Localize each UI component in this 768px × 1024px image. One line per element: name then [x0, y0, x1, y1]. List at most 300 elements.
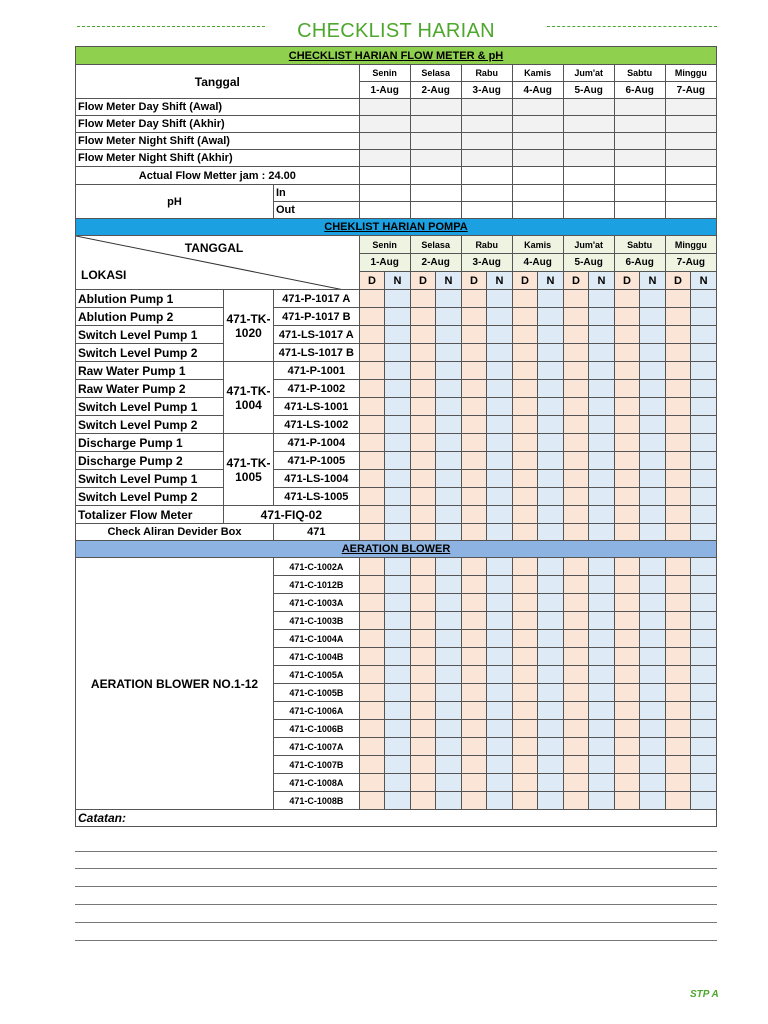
ph-in-cell[interactable] [614, 185, 665, 202]
day-check-cell[interactable] [359, 380, 385, 398]
night-check-cell[interactable] [487, 308, 513, 326]
night-check-cell[interactable] [436, 630, 462, 648]
night-check-cell[interactable] [385, 398, 411, 416]
night-check-cell[interactable] [436, 558, 462, 576]
night-check-cell[interactable] [436, 702, 462, 720]
day-check-cell[interactable] [461, 506, 487, 524]
day-check-cell[interactable] [614, 380, 640, 398]
night-check-cell[interactable] [487, 344, 513, 362]
day-check-cell[interactable] [614, 308, 640, 326]
night-check-cell[interactable] [487, 666, 513, 684]
day-check-cell[interactable] [614, 558, 640, 576]
day-check-cell[interactable] [665, 434, 691, 452]
night-check-cell[interactable] [640, 558, 666, 576]
night-check-cell[interactable] [538, 470, 564, 488]
night-check-cell[interactable] [436, 434, 462, 452]
day-check-cell[interactable] [512, 612, 538, 630]
night-check-cell[interactable] [487, 558, 513, 576]
night-check-cell[interactable] [487, 576, 513, 594]
day-check-cell[interactable] [359, 576, 385, 594]
day-check-cell[interactable] [665, 362, 691, 380]
day-check-cell[interactable] [461, 290, 487, 308]
night-check-cell[interactable] [487, 398, 513, 416]
night-check-cell[interactable] [385, 344, 411, 362]
day-check-cell[interactable] [563, 774, 589, 792]
night-check-cell[interactable] [589, 524, 615, 541]
day-check-cell[interactable] [410, 326, 436, 344]
flow-input-cell[interactable] [665, 133, 716, 150]
night-check-cell[interactable] [487, 612, 513, 630]
day-check-cell[interactable] [461, 684, 487, 702]
day-check-cell[interactable] [410, 756, 436, 774]
night-check-cell[interactable] [436, 756, 462, 774]
flow-input-cell[interactable] [614, 116, 665, 133]
day-check-cell[interactable] [614, 702, 640, 720]
day-check-cell[interactable] [512, 576, 538, 594]
flow-input-cell[interactable] [512, 133, 563, 150]
night-check-cell[interactable] [589, 630, 615, 648]
day-check-cell[interactable] [665, 648, 691, 666]
day-check-cell[interactable] [512, 648, 538, 666]
night-check-cell[interactable] [691, 630, 717, 648]
night-check-cell[interactable] [640, 756, 666, 774]
night-check-cell[interactable] [589, 380, 615, 398]
flow-input-cell[interactable] [614, 150, 665, 167]
night-check-cell[interactable] [538, 290, 564, 308]
night-check-cell[interactable] [385, 524, 411, 541]
night-check-cell[interactable] [487, 594, 513, 612]
night-check-cell[interactable] [385, 434, 411, 452]
night-check-cell[interactable] [589, 362, 615, 380]
night-check-cell[interactable] [538, 684, 564, 702]
night-check-cell[interactable] [640, 612, 666, 630]
night-check-cell[interactable] [538, 488, 564, 506]
night-check-cell[interactable] [385, 774, 411, 792]
ph-in-cell[interactable] [461, 185, 512, 202]
actual-input-cell[interactable] [614, 167, 665, 185]
night-check-cell[interactable] [691, 290, 717, 308]
night-check-cell[interactable] [691, 666, 717, 684]
day-check-cell[interactable] [512, 398, 538, 416]
day-check-cell[interactable] [563, 612, 589, 630]
night-check-cell[interactable] [589, 290, 615, 308]
note-line[interactable] [75, 904, 717, 905]
day-check-cell[interactable] [665, 344, 691, 362]
day-check-cell[interactable] [563, 308, 589, 326]
day-check-cell[interactable] [359, 506, 385, 524]
night-check-cell[interactable] [487, 720, 513, 738]
night-check-cell[interactable] [385, 648, 411, 666]
night-check-cell[interactable] [691, 308, 717, 326]
night-check-cell[interactable] [691, 594, 717, 612]
day-check-cell[interactable] [461, 308, 487, 326]
day-check-cell[interactable] [461, 666, 487, 684]
night-check-cell[interactable] [691, 524, 717, 541]
day-check-cell[interactable] [461, 738, 487, 756]
day-check-cell[interactable] [665, 290, 691, 308]
day-check-cell[interactable] [563, 666, 589, 684]
day-check-cell[interactable] [410, 290, 436, 308]
night-check-cell[interactable] [640, 470, 666, 488]
night-check-cell[interactable] [487, 756, 513, 774]
flow-input-cell[interactable] [410, 99, 461, 116]
flow-input-cell[interactable] [563, 133, 614, 150]
night-check-cell[interactable] [436, 506, 462, 524]
flow-input-cell[interactable] [410, 150, 461, 167]
day-check-cell[interactable] [563, 630, 589, 648]
ph-out-cell[interactable] [665, 202, 716, 219]
ph-out-cell[interactable] [512, 202, 563, 219]
day-check-cell[interactable] [614, 576, 640, 594]
day-check-cell[interactable] [359, 774, 385, 792]
day-check-cell[interactable] [563, 684, 589, 702]
day-check-cell[interactable] [461, 326, 487, 344]
day-check-cell[interactable] [359, 594, 385, 612]
day-check-cell[interactable] [563, 648, 589, 666]
day-check-cell[interactable] [461, 434, 487, 452]
night-check-cell[interactable] [538, 792, 564, 810]
actual-input-cell[interactable] [461, 167, 512, 185]
night-check-cell[interactable] [538, 416, 564, 434]
day-check-cell[interactable] [461, 720, 487, 738]
day-check-cell[interactable] [512, 738, 538, 756]
night-check-cell[interactable] [538, 308, 564, 326]
day-check-cell[interactable] [410, 344, 436, 362]
day-check-cell[interactable] [563, 344, 589, 362]
night-check-cell[interactable] [691, 470, 717, 488]
night-check-cell[interactable] [385, 308, 411, 326]
night-check-cell[interactable] [538, 558, 564, 576]
day-check-cell[interactable] [614, 524, 640, 541]
day-check-cell[interactable] [512, 452, 538, 470]
day-check-cell[interactable] [614, 648, 640, 666]
note-line[interactable] [75, 851, 717, 852]
day-check-cell[interactable] [665, 756, 691, 774]
night-check-cell[interactable] [436, 524, 462, 541]
night-check-cell[interactable] [640, 792, 666, 810]
night-check-cell[interactable] [640, 506, 666, 524]
flow-input-cell[interactable] [665, 99, 716, 116]
night-check-cell[interactable] [538, 576, 564, 594]
day-check-cell[interactable] [563, 594, 589, 612]
night-check-cell[interactable] [640, 326, 666, 344]
ph-in-cell[interactable] [512, 185, 563, 202]
night-check-cell[interactable] [436, 488, 462, 506]
night-check-cell[interactable] [691, 416, 717, 434]
night-check-cell[interactable] [385, 792, 411, 810]
night-check-cell[interactable] [436, 720, 462, 738]
night-check-cell[interactable] [589, 416, 615, 434]
day-check-cell[interactable] [512, 470, 538, 488]
day-check-cell[interactable] [512, 702, 538, 720]
day-check-cell[interactable] [665, 326, 691, 344]
night-check-cell[interactable] [640, 416, 666, 434]
day-check-cell[interactable] [512, 488, 538, 506]
flow-input-cell[interactable] [410, 116, 461, 133]
day-check-cell[interactable] [359, 738, 385, 756]
night-check-cell[interactable] [436, 612, 462, 630]
night-check-cell[interactable] [640, 362, 666, 380]
day-check-cell[interactable] [461, 774, 487, 792]
night-check-cell[interactable] [640, 648, 666, 666]
day-check-cell[interactable] [614, 344, 640, 362]
flow-input-cell[interactable] [563, 116, 614, 133]
night-check-cell[interactable] [487, 326, 513, 344]
night-check-cell[interactable] [589, 558, 615, 576]
night-check-cell[interactable] [589, 792, 615, 810]
ph-out-cell[interactable] [614, 202, 665, 219]
day-check-cell[interactable] [563, 326, 589, 344]
day-check-cell[interactable] [410, 524, 436, 541]
day-check-cell[interactable] [563, 470, 589, 488]
day-check-cell[interactable] [665, 774, 691, 792]
night-check-cell[interactable] [385, 666, 411, 684]
day-check-cell[interactable] [512, 720, 538, 738]
night-check-cell[interactable] [538, 398, 564, 416]
night-check-cell[interactable] [538, 738, 564, 756]
night-check-cell[interactable] [640, 666, 666, 684]
night-check-cell[interactable] [691, 756, 717, 774]
day-check-cell[interactable] [614, 756, 640, 774]
night-check-cell[interactable] [385, 380, 411, 398]
day-check-cell[interactable] [359, 524, 385, 541]
night-check-cell[interactable] [538, 524, 564, 541]
night-check-cell[interactable] [385, 416, 411, 434]
day-check-cell[interactable] [359, 756, 385, 774]
night-check-cell[interactable] [640, 576, 666, 594]
night-check-cell[interactable] [385, 684, 411, 702]
day-check-cell[interactable] [563, 738, 589, 756]
day-check-cell[interactable] [665, 612, 691, 630]
night-check-cell[interactable] [487, 506, 513, 524]
night-check-cell[interactable] [589, 594, 615, 612]
day-check-cell[interactable] [563, 720, 589, 738]
night-check-cell[interactable] [385, 630, 411, 648]
day-check-cell[interactable] [461, 702, 487, 720]
night-check-cell[interactable] [436, 666, 462, 684]
flow-input-cell[interactable] [512, 150, 563, 167]
day-check-cell[interactable] [359, 308, 385, 326]
night-check-cell[interactable] [538, 452, 564, 470]
flow-input-cell[interactable] [461, 116, 512, 133]
night-check-cell[interactable] [385, 558, 411, 576]
day-check-cell[interactable] [410, 774, 436, 792]
night-check-cell[interactable] [640, 308, 666, 326]
day-check-cell[interactable] [410, 702, 436, 720]
night-check-cell[interactable] [691, 738, 717, 756]
day-check-cell[interactable] [461, 488, 487, 506]
day-check-cell[interactable] [359, 344, 385, 362]
day-check-cell[interactable] [563, 434, 589, 452]
day-check-cell[interactable] [359, 648, 385, 666]
day-check-cell[interactable] [563, 524, 589, 541]
day-check-cell[interactable] [461, 756, 487, 774]
day-check-cell[interactable] [461, 792, 487, 810]
note-line[interactable] [75, 868, 717, 869]
night-check-cell[interactable] [538, 434, 564, 452]
day-check-cell[interactable] [614, 684, 640, 702]
night-check-cell[interactable] [640, 434, 666, 452]
night-check-cell[interactable] [538, 594, 564, 612]
day-check-cell[interactable] [461, 416, 487, 434]
night-check-cell[interactable] [385, 594, 411, 612]
day-check-cell[interactable] [359, 720, 385, 738]
night-check-cell[interactable] [691, 434, 717, 452]
flow-input-cell[interactable] [665, 150, 716, 167]
day-check-cell[interactable] [512, 326, 538, 344]
night-check-cell[interactable] [691, 398, 717, 416]
day-check-cell[interactable] [614, 470, 640, 488]
actual-input-cell[interactable] [665, 167, 716, 185]
note-line[interactable] [75, 922, 717, 923]
night-check-cell[interactable] [538, 774, 564, 792]
ph-in-cell[interactable] [359, 185, 410, 202]
day-check-cell[interactable] [563, 452, 589, 470]
day-check-cell[interactable] [614, 774, 640, 792]
ph-out-cell[interactable] [563, 202, 614, 219]
night-check-cell[interactable] [538, 702, 564, 720]
day-check-cell[interactable] [461, 594, 487, 612]
night-check-cell[interactable] [385, 702, 411, 720]
day-check-cell[interactable] [665, 720, 691, 738]
night-check-cell[interactable] [538, 648, 564, 666]
night-check-cell[interactable] [538, 362, 564, 380]
night-check-cell[interactable] [436, 380, 462, 398]
day-check-cell[interactable] [512, 774, 538, 792]
night-check-cell[interactable] [487, 434, 513, 452]
night-check-cell[interactable] [538, 630, 564, 648]
night-check-cell[interactable] [436, 452, 462, 470]
night-check-cell[interactable] [691, 344, 717, 362]
flow-input-cell[interactable] [359, 116, 410, 133]
ph-out-cell[interactable] [410, 202, 461, 219]
day-check-cell[interactable] [461, 524, 487, 541]
day-check-cell[interactable] [563, 398, 589, 416]
day-check-cell[interactable] [665, 630, 691, 648]
night-check-cell[interactable] [487, 630, 513, 648]
night-check-cell[interactable] [487, 792, 513, 810]
night-check-cell[interactable] [589, 326, 615, 344]
night-check-cell[interactable] [640, 594, 666, 612]
day-check-cell[interactable] [410, 470, 436, 488]
day-check-cell[interactable] [461, 398, 487, 416]
flow-input-cell[interactable] [665, 116, 716, 133]
flow-input-cell[interactable] [410, 133, 461, 150]
day-check-cell[interactable] [410, 792, 436, 810]
day-check-cell[interactable] [359, 612, 385, 630]
day-check-cell[interactable] [512, 434, 538, 452]
night-check-cell[interactable] [538, 344, 564, 362]
flow-input-cell[interactable] [359, 133, 410, 150]
night-check-cell[interactable] [436, 738, 462, 756]
night-check-cell[interactable] [436, 326, 462, 344]
night-check-cell[interactable] [589, 308, 615, 326]
night-check-cell[interactable] [385, 452, 411, 470]
day-check-cell[interactable] [614, 416, 640, 434]
night-check-cell[interactable] [385, 488, 411, 506]
night-check-cell[interactable] [640, 702, 666, 720]
night-check-cell[interactable] [691, 452, 717, 470]
night-check-cell[interactable] [640, 524, 666, 541]
day-check-cell[interactable] [512, 630, 538, 648]
day-check-cell[interactable] [665, 398, 691, 416]
day-check-cell[interactable] [563, 506, 589, 524]
day-check-cell[interactable] [563, 792, 589, 810]
day-check-cell[interactable] [614, 398, 640, 416]
day-check-cell[interactable] [410, 576, 436, 594]
night-check-cell[interactable] [538, 380, 564, 398]
night-check-cell[interactable] [436, 594, 462, 612]
day-check-cell[interactable] [614, 738, 640, 756]
actual-input-cell[interactable] [563, 167, 614, 185]
day-check-cell[interactable] [359, 702, 385, 720]
day-check-cell[interactable] [410, 558, 436, 576]
day-check-cell[interactable] [461, 470, 487, 488]
night-check-cell[interactable] [436, 684, 462, 702]
day-check-cell[interactable] [665, 308, 691, 326]
night-check-cell[interactable] [691, 774, 717, 792]
flow-input-cell[interactable] [461, 99, 512, 116]
flow-input-cell[interactable] [614, 133, 665, 150]
night-check-cell[interactable] [487, 702, 513, 720]
night-check-cell[interactable] [589, 702, 615, 720]
day-check-cell[interactable] [410, 684, 436, 702]
day-check-cell[interactable] [665, 594, 691, 612]
night-check-cell[interactable] [640, 290, 666, 308]
night-check-cell[interactable] [640, 630, 666, 648]
ph-out-cell[interactable] [359, 202, 410, 219]
night-check-cell[interactable] [691, 612, 717, 630]
day-check-cell[interactable] [410, 398, 436, 416]
day-check-cell[interactable] [563, 576, 589, 594]
flow-input-cell[interactable] [461, 133, 512, 150]
day-check-cell[interactable] [410, 308, 436, 326]
day-check-cell[interactable] [512, 308, 538, 326]
night-check-cell[interactable] [589, 648, 615, 666]
night-check-cell[interactable] [385, 470, 411, 488]
night-check-cell[interactable] [589, 398, 615, 416]
night-check-cell[interactable] [436, 344, 462, 362]
day-check-cell[interactable] [563, 290, 589, 308]
night-check-cell[interactable] [385, 326, 411, 344]
night-check-cell[interactable] [436, 290, 462, 308]
night-check-cell[interactable] [385, 612, 411, 630]
day-check-cell[interactable] [665, 452, 691, 470]
day-check-cell[interactable] [461, 630, 487, 648]
day-check-cell[interactable] [359, 684, 385, 702]
day-check-cell[interactable] [461, 558, 487, 576]
ph-out-cell[interactable] [461, 202, 512, 219]
night-check-cell[interactable] [589, 684, 615, 702]
day-check-cell[interactable] [665, 558, 691, 576]
day-check-cell[interactable] [512, 756, 538, 774]
day-check-cell[interactable] [410, 738, 436, 756]
ph-in-cell[interactable] [665, 185, 716, 202]
night-check-cell[interactable] [436, 470, 462, 488]
day-check-cell[interactable] [614, 506, 640, 524]
day-check-cell[interactable] [614, 326, 640, 344]
night-check-cell[interactable] [589, 488, 615, 506]
day-check-cell[interactable] [665, 524, 691, 541]
day-check-cell[interactable] [359, 326, 385, 344]
night-check-cell[interactable] [691, 648, 717, 666]
night-check-cell[interactable] [589, 666, 615, 684]
night-check-cell[interactable] [436, 648, 462, 666]
night-check-cell[interactable] [691, 380, 717, 398]
day-check-cell[interactable] [614, 612, 640, 630]
night-check-cell[interactable] [640, 452, 666, 470]
night-check-cell[interactable] [640, 380, 666, 398]
